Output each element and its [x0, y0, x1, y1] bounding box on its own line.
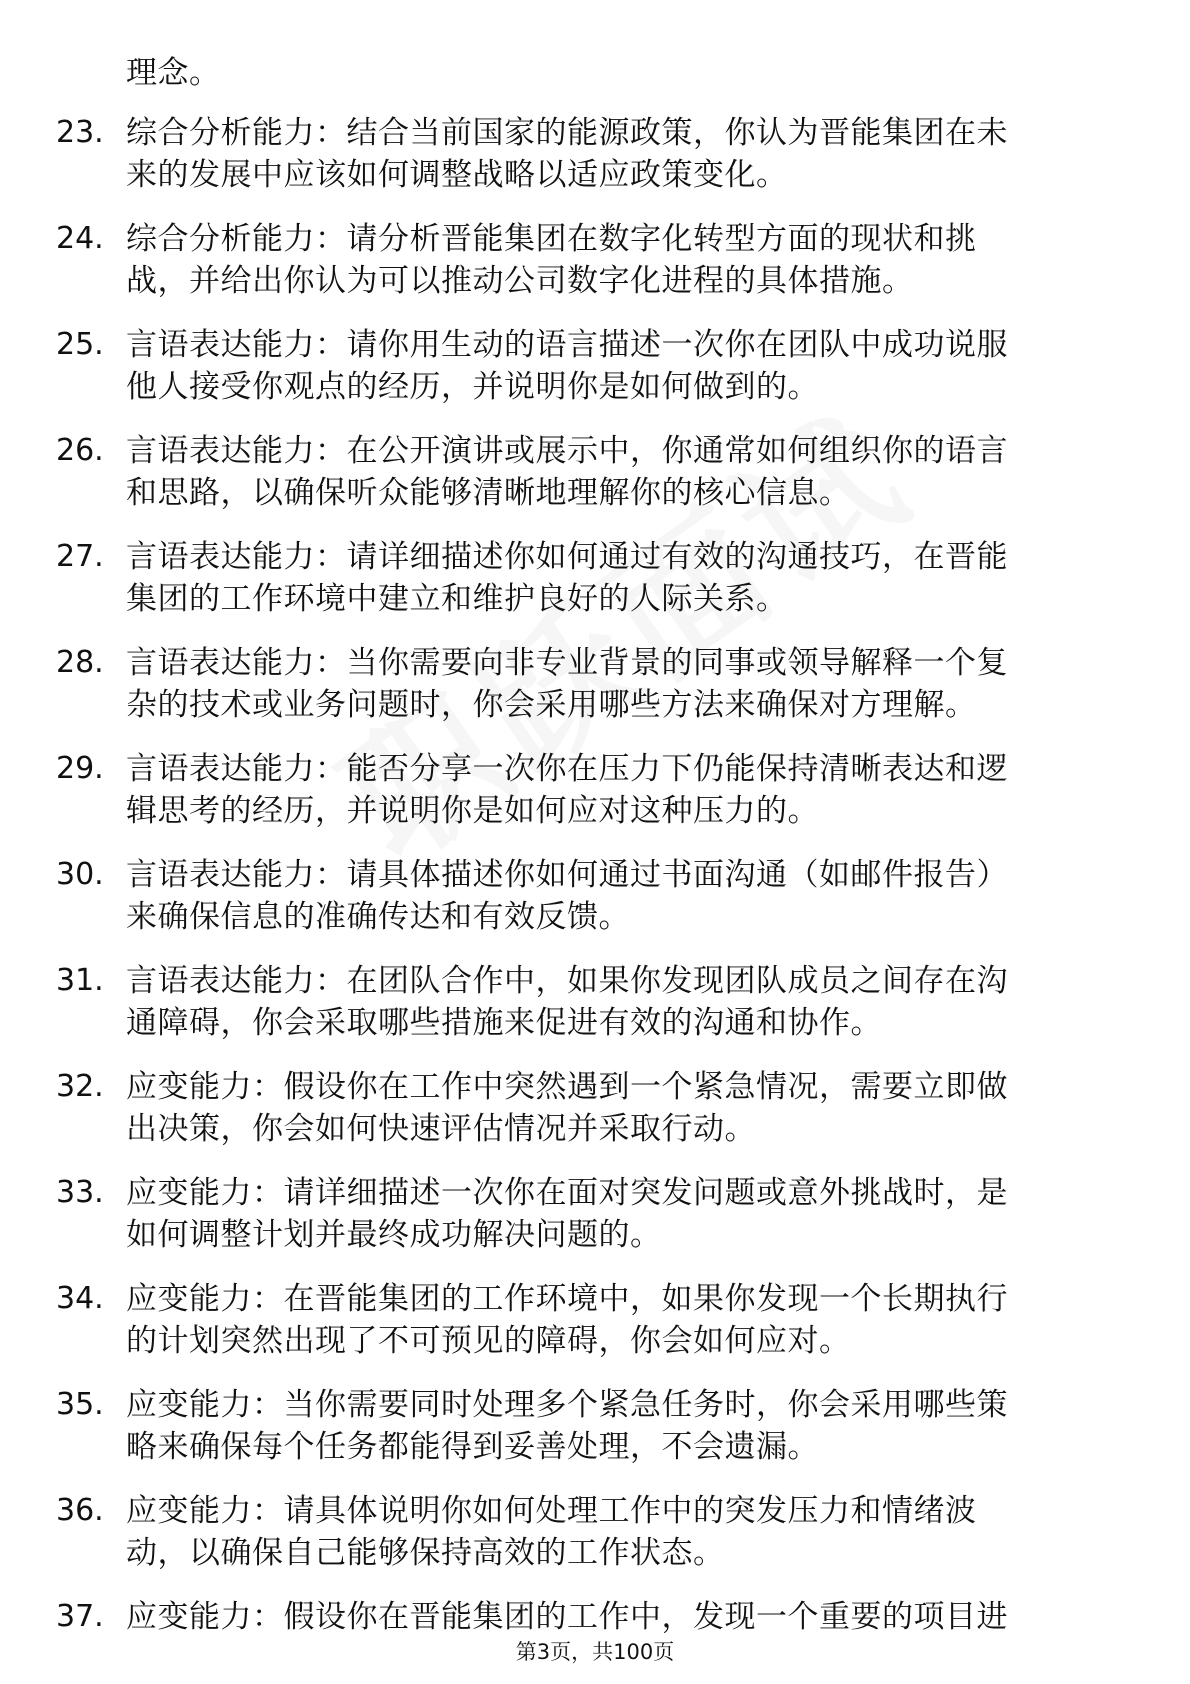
continuation-text: 理念。 — [126, 55, 221, 91]
question-line: 略来确保每个任务都能得到妥善处理，不会遗漏。 — [126, 1429, 819, 1465]
question-item — [0, 1172, 1190, 1267]
question-item — [0, 854, 1190, 949]
question-line: 言语表达能力：请具体描述你如何通过书面沟通（如邮件报告） — [126, 857, 1008, 893]
question-text — [126, 960, 1116, 1044]
question-line: 言语表达能力：请你用生动的语言描述一次你在团队中成功说服 — [126, 327, 1008, 363]
question-line: 言语表达能力：当你需要向非专业背景的同事或领导解释一个复 — [126, 645, 1008, 681]
question-item — [0, 1066, 1190, 1161]
question-line: 如何调整计划并最终成功解决问题的。 — [126, 1217, 662, 1253]
question-line: 的计划突然出现了不可预见的障碍，你会如何应对。 — [126, 1323, 851, 1359]
question-item — [0, 1384, 1190, 1479]
question-line: 应变能力：假设你在工作中突然遇到一个紧急情况，需要立即做 — [126, 1069, 1008, 1105]
question-line: 动，以确保自己能够保持高效的工作状态。 — [126, 1535, 725, 1571]
question-item — [0, 430, 1190, 525]
question-line: 应变能力：当你需要同时处理多个紧急任务时，你会采用哪些策 — [126, 1387, 1008, 1423]
question-text — [126, 1278, 1116, 1362]
question-text — [126, 642, 1116, 726]
question-number: 36. — [56, 1493, 104, 1528]
question-line: 综合分析能力：请分析晋能集团在数字化转型方面的现状和挑 — [126, 221, 977, 257]
question-text — [126, 324, 1116, 408]
question-line: 他人接受你观点的经历，并说明你是如何做到的。 — [126, 369, 819, 405]
question-list — [0, 112, 1190, 1684]
question-text — [126, 430, 1116, 514]
question-number: 29. — [56, 751, 104, 786]
question-text — [126, 112, 1116, 196]
question-line: 杂的技术或业务问题时，你会采用哪些方法来确保对方理解。 — [126, 687, 977, 723]
question-text — [126, 1172, 1116, 1256]
question-number: 27. — [56, 539, 104, 574]
question-item — [0, 960, 1190, 1055]
page-footer: 第3页，共100页 — [515, 1640, 675, 1664]
question-number: 32. — [56, 1069, 104, 1104]
question-item — [0, 748, 1190, 843]
question-number: 28. — [56, 645, 104, 680]
question-number: 37. — [56, 1599, 104, 1634]
question-line: 言语表达能力：在团队合作中，如果你发现团队成员之间存在沟 — [126, 963, 1008, 999]
question-text — [126, 1384, 1116, 1468]
question-text — [126, 1066, 1116, 1150]
question-line: 战，并给出你认为可以推动公司数字化进程的具体措施。 — [126, 263, 914, 299]
question-number: 35. — [56, 1387, 104, 1422]
question-line: 来确保信息的准确传达和有效反馈。 — [126, 899, 630, 935]
question-item — [0, 642, 1190, 737]
question-line: 应变能力：假设你在晋能集团的工作中，发现一个重要的项目进 — [126, 1599, 1008, 1635]
question-number: 23. — [56, 115, 104, 150]
question-number: 31. — [56, 963, 104, 998]
question-line: 言语表达能力：请详细描述你如何通过有效的沟通技巧，在晋能 — [126, 539, 1008, 575]
question-line: 出决策，你会如何快速评估情况并采取行动。 — [126, 1111, 756, 1147]
question-item — [0, 324, 1190, 419]
question-text — [126, 748, 1116, 832]
question-line: 应变能力：请详细描述一次你在面对突发问题或意外挑战时，是 — [126, 1175, 1008, 1211]
question-number: 25. — [56, 327, 104, 362]
question-line: 来的发展中应该如何调整战略以适应政策变化。 — [126, 157, 788, 193]
question-line: 应变能力：在晋能集团的工作环境中，如果你发现一个长期执行 — [126, 1281, 1008, 1317]
question-line: 和思路，以确保听众能够清晰地理解你的核心信息。 — [126, 475, 851, 511]
question-item — [0, 1490, 1190, 1585]
question-text — [126, 536, 1116, 620]
question-text — [126, 1490, 1116, 1574]
question-number: 33. — [56, 1175, 104, 1210]
question-number: 24. — [56, 221, 104, 256]
question-line: 辑思考的经历，并说明你是如何应对这种压力的。 — [126, 793, 819, 829]
question-text — [126, 1596, 1116, 1638]
question-text — [126, 854, 1116, 938]
question-number: 30. — [56, 857, 104, 892]
question-line: 言语表达能力：在公开演讲或展示中，你通常如何组织你的语言 — [126, 433, 1008, 469]
question-line: 应变能力：请具体说明你如何处理工作中的突发压力和情绪波 — [126, 1493, 977, 1529]
question-line: 综合分析能力：结合当前国家的能源政策，你认为晋能集团在未 — [126, 115, 1008, 151]
question-text — [126, 218, 1116, 302]
question-line: 集团的工作环境中建立和维护良好的人际关系。 — [126, 581, 788, 617]
question-item — [0, 112, 1190, 207]
question-item — [0, 536, 1190, 631]
question-number: 34. — [56, 1281, 104, 1316]
question-item — [0, 218, 1190, 313]
question-number: 26. — [56, 433, 104, 468]
question-item — [0, 1278, 1190, 1373]
question-line: 言语表达能力：能否分享一次你在压力下仍能保持清晰表达和逻 — [126, 751, 1008, 787]
question-line: 通障碍，你会采取哪些措施来促进有效的沟通和协作。 — [126, 1005, 882, 1041]
